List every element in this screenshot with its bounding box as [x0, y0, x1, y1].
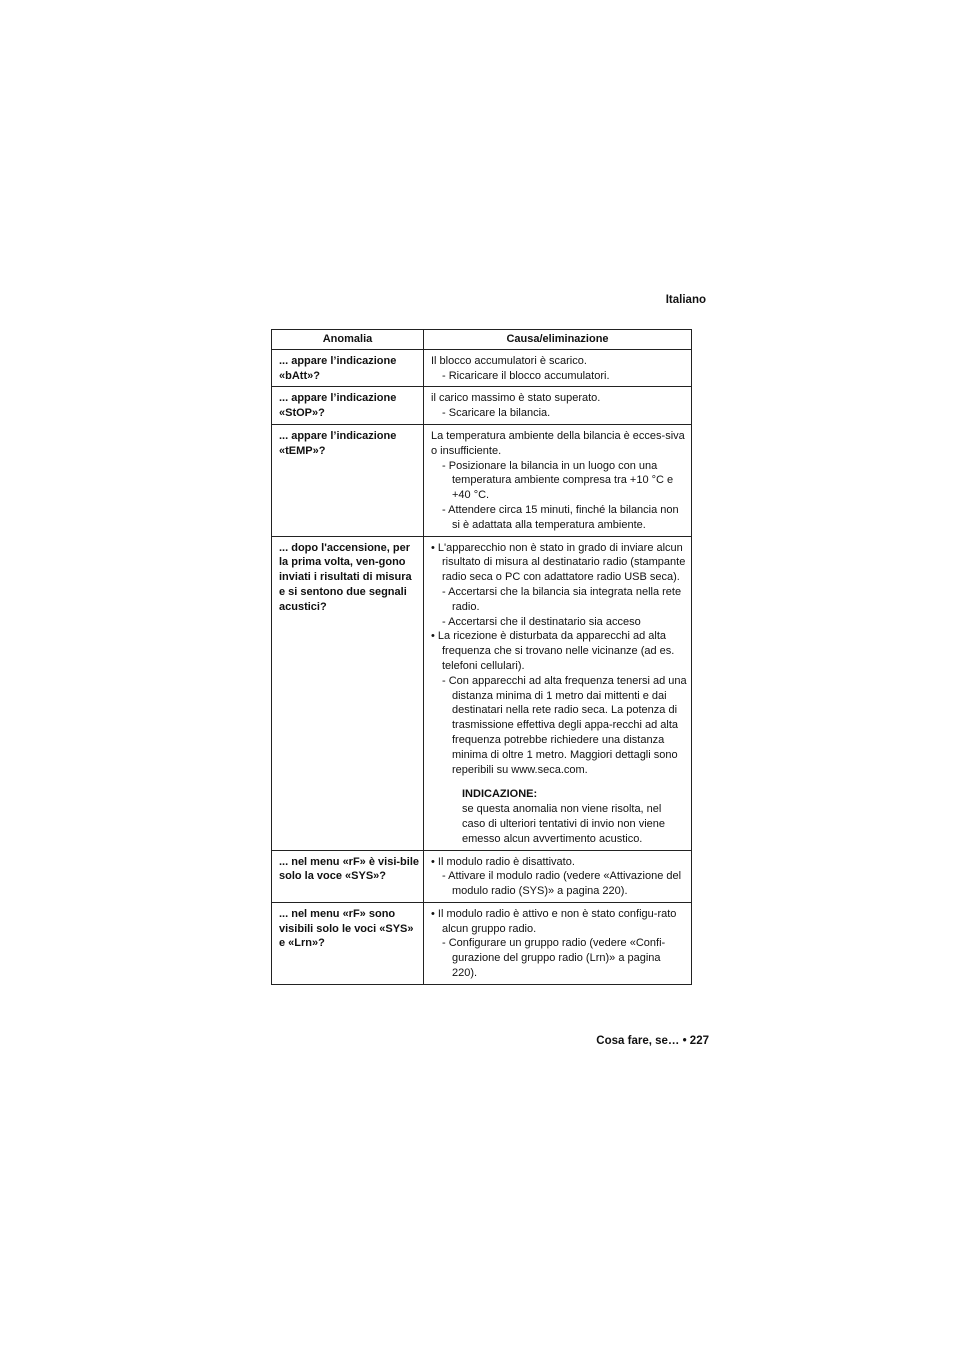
cause-cell — [424, 902, 692, 984]
remedy-text: Ricaricare il blocco accumulatori. — [448, 369, 610, 382]
troubleshooting-table — [271, 329, 692, 985]
cause-cell — [424, 850, 692, 902]
anomaly-cell: ... dopo l'accensione, per la prima volta, ven-gono inviati i risultati di misura e si sentono due segnali acustici? — [272, 536, 424, 850]
note-title: INDICAZIONE: — [462, 788, 538, 801]
cause-bullet: • L'apparecchio non è stato in grado di inviare alcun risultato di misura al destinatario radio (stampante radio seca o PC con adattatore radio USB seca). — [431, 541, 686, 584]
cause-cell — [424, 536, 692, 850]
remedy-step: - Attendere circa 15 minuti, finché la bilancia non si è adattata alla temperatura ambiente. — [442, 503, 679, 531]
cause-text: Il modulo radio è attivo e non è stato configu-rato alcun gruppo radio. — [437, 907, 677, 935]
remedy-step: - Scaricare la bilancia. — [442, 407, 551, 420]
page-language: Italiano — [665, 294, 706, 306]
anomaly-cell: ... appare l’indicazione «bAtt»? — [272, 349, 424, 387]
note-text: se questa anomalia non viene risolta, nel caso di ulteriori tentativi di invio non viene emesso alcun avvertimento acustico. — [462, 803, 666, 845]
remedy-step: - Ricaricare il blocco accumulatori. — [442, 369, 610, 382]
remedy-text: Accertarsi che il destinatario sia acceso — [448, 615, 641, 628]
remedy-text: Con apparecchi ad alta frequenza tenersi ad una distanza minima di 1 metro dai mittenti e dai destinatari nella rete radio seca. La potenza di trasmissione effettiva degli appa-recchi ad alta frequenza potrebbe richiedere una distanza minima di oltre 1 metro. Maggiori dettagli sono reperibili su www.seca.com. — [448, 674, 687, 776]
table-row — [272, 902, 692, 984]
cause-cell — [424, 349, 692, 387]
cause-text: La temperatura ambiente della bilancia è ecces-siva o insufficiente. — [431, 429, 685, 457]
remedy-step: - Configurare un gruppo radio (vedere «Confi-gurazione del gruppo radio (Lrn)» a pagina 220). — [442, 937, 666, 980]
cause-text: L'apparecchio non è stato in grado di inviare alcun risultato di misura al destinatario radio (stampante radio seca o PC con adattatore radio USB seca). — [437, 541, 686, 584]
table-row — [272, 536, 692, 850]
table-row — [272, 850, 692, 902]
remedy-text: Accertarsi che la bilancia sia integrata nella rete radio. — [448, 585, 682, 613]
table-header-row — [272, 330, 692, 350]
remedy-step: - Posizionare la bilancia in un luogo con una temperatura ambiente compresa tra +10 °C e +40 °C. — [442, 459, 674, 502]
remedy-text: Attendere circa 15 minuti, finché la bilancia non si è adattata alla temperatura ambiente. — [448, 503, 679, 531]
page-footer: Cosa fare, se… • 227 — [596, 1035, 709, 1047]
cause-text: La ricezione è disturbata da apparecchi ad alta frequenza che si trovano nelle vicinanze (ad es. telefoni cellulari). — [437, 630, 675, 672]
cause-bullet: • La ricezione è disturbata da apparecchi ad alta frequenza che si trovano nelle vicinanze (ad es. telefoni cellulari). — [431, 630, 675, 672]
cause-bullet: • Il modulo radio è disattivato. — [431, 855, 575, 868]
anomaly-cell: ... nel menu «rF» sono visibili solo le voci «SYS» e «Lrn»? — [272, 902, 424, 984]
remedy-step: - Con apparecchi ad alta frequenza tenersi ad una distanza minima di 1 metro dai mittenti e dai destinatari nella rete radio seca. La potenza di trasmissione effettiva degli appa-recchi ad alta frequenza potrebbe richiedere una distanza minima di oltre 1 metro. Maggiori dettagli sono reperibili su www.seca.com. — [442, 674, 687, 776]
remedy-text: Posizionare la bilancia in un luogo con una temperatura ambiente compresa tra +10 °C e +40 °C. — [448, 459, 674, 502]
header-anomaly: Anomalia — [272, 330, 424, 350]
note-box — [462, 787, 687, 846]
table-row — [272, 349, 692, 387]
table-row — [272, 387, 692, 425]
remedy-step: - Attivare il modulo radio (vedere «Attivazione del modulo radio (SYS)» a pagina 220). — [442, 870, 682, 898]
remedy-step: - Accertarsi che il destinatario sia acceso — [442, 615, 641, 628]
anomaly-cell: ... appare l’indicazione «StOP»? — [272, 387, 424, 425]
anomaly-cell: ... nel menu «rF» è visi-bile solo la voce «SYS»? — [272, 850, 424, 902]
cause-cell — [424, 424, 692, 536]
table-row — [272, 424, 692, 536]
remedy-text: Configurare un gruppo radio (vedere «Confi-gurazione del gruppo radio (Lrn)» a pagina 220). — [448, 937, 666, 980]
anomaly-cell: ... appare l’indicazione «tEMP»? — [272, 424, 424, 536]
remedy-text: Scaricare la bilancia. — [448, 407, 551, 420]
header-cause: Causa/eliminazione — [424, 330, 692, 350]
cause-text: Il blocco accumulatori è scarico. — [431, 354, 587, 367]
cause-bullet: • Il modulo radio è attivo e non è stato configu-rato alcun gruppo radio. — [431, 907, 677, 935]
remedy-text: Attivare il modulo radio (vedere «Attivazione del modulo radio (SYS)» a pagina 220). — [448, 870, 682, 898]
cause-text: il carico massimo è stato superato. — [431, 392, 601, 405]
cause-cell — [424, 387, 692, 425]
cause-text: Il modulo radio è disattivato. — [437, 855, 575, 868]
remedy-step: - Accertarsi che la bilancia sia integrata nella rete radio. — [442, 585, 682, 613]
